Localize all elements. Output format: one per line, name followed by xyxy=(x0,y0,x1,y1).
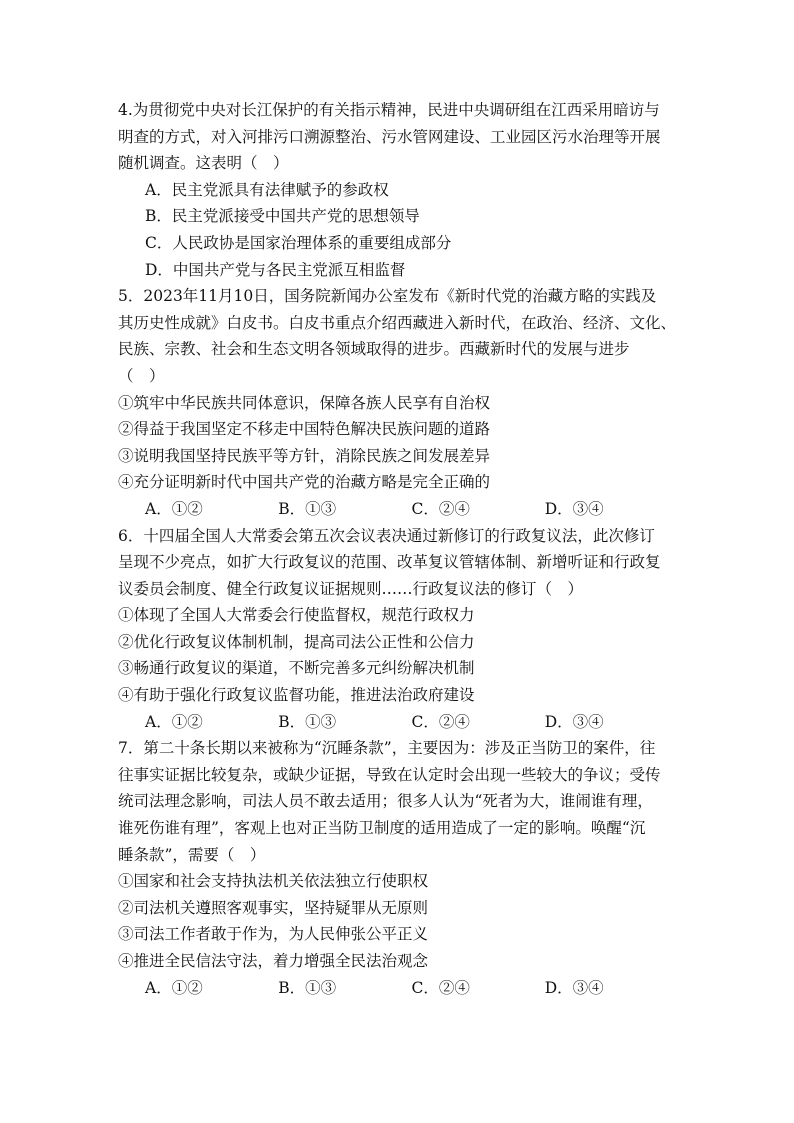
option-a: A．①② xyxy=(145,978,203,997)
option-a: A．①② xyxy=(145,712,203,731)
question-stem-line: 谁死伤谁有理”，客观上也对正当防卫制度的适用造成了一定的影响。唤醒“沉 xyxy=(118,819,646,838)
question-stem-line: 明查的方式，对入河排污口溯源整治、污水管网建设、工业园区污水治理等开展 xyxy=(118,127,661,146)
option-a: A．①② xyxy=(145,499,203,518)
option-row xyxy=(145,975,678,1002)
option-row xyxy=(145,709,678,736)
option-b: B．①③ xyxy=(278,712,337,731)
question-stem-line: 6．十四届全国人大常委会第五次会议表决通过新修订的行政复议法，此次修订 xyxy=(118,526,655,545)
question-stem-line: 4.为贯彻党中央对长江保护的有关指示精神，民进中央调研组在江西采用暗访与 xyxy=(118,101,660,119)
question-5 xyxy=(118,283,678,522)
question-stem-line: 往事实证据比较复杂，或缺少证据，导致在认定时会出现一些较大的争议；受传 xyxy=(118,765,661,784)
statement-4: ④推进全民信法守法，着力增强全民法治观念 xyxy=(118,952,429,970)
statement-4: ④充分证明新时代中国共产党的治藏方略是完全正确的 xyxy=(118,473,491,492)
question-stem-line: 民族、宗教、社会和生态文明各领域取得的进步。西藏新时代的发展与进步 xyxy=(118,340,630,359)
option-row xyxy=(145,496,678,523)
option-c: C．②④ xyxy=(411,499,470,518)
statement-1: ①体现了全国人大常委会行使监督权，规范行政权力 xyxy=(118,606,475,625)
question-stem-line: （ ） xyxy=(118,366,165,385)
option-d: D．③④ xyxy=(544,978,604,997)
statement-2: ②得益于我国坚定不移走中国特色解决民族问题的道路 xyxy=(118,420,491,439)
question-4 xyxy=(118,97,678,283)
option-d: D．中国共产党与各民主党派互相监督 xyxy=(145,260,406,279)
option-b: B．①③ xyxy=(278,978,337,997)
question-7 xyxy=(118,735,678,1001)
option-d: D．③④ xyxy=(544,712,604,731)
statement-2: ②司法机关遵照客观事实，坚持疑罪从无原则 xyxy=(118,898,429,917)
question-stem-line: 统司法理念影响，司法人员不敢去适用；很多人认为“死者为大，谁闹谁有理， xyxy=(118,792,653,811)
question-stem-line: 7．第二十条长期以来被称为“沉睡条款”，主要因为：涉及正当防卫的案件，往 xyxy=(118,739,656,758)
question-stem-line: 5．2023年11月10日，国务院新闻办公室发布《新时代党的治藏方略的实践及 xyxy=(118,287,657,306)
statement-1: ①筑牢中华民族共同体意识，保障各族人民享有自治权 xyxy=(118,393,491,412)
question-stem-line: 呈现不少亮点，如扩大行政复议的范围、改革复议管辖体制、新增听证和行政复 xyxy=(118,553,661,572)
option-a: A．民主党派具有法律赋予的参政权 xyxy=(145,180,389,199)
question-6 xyxy=(118,523,678,736)
option-c: C．②④ xyxy=(411,978,470,997)
option-c: C．②④ xyxy=(411,712,470,731)
statement-4: ④有助于强化行政复议监督功能，推进法治政府建设 xyxy=(118,686,475,705)
statement-3: ③畅通行政复议的渠道，不断完善多元纠纷解决机制 xyxy=(118,659,475,678)
option-c: C．人民政协是国家治理体系的重要组成部分 xyxy=(145,233,452,252)
statement-2: ②优化行政复议体制机制，提高司法公正性和公信力 xyxy=(118,632,475,651)
option-b: B．民主党派接受中国共产党的思想领导 xyxy=(145,207,420,226)
statement-1: ①国家和社会支持执法机关依法独立行使职权 xyxy=(118,872,429,891)
option-b: B．①③ xyxy=(278,499,337,518)
question-stem-line: 睡条款”，需要（ ） xyxy=(118,845,266,864)
question-stem-line: 议委员会制度、健全行政复议证据规则……行政复议法的修订（ ） xyxy=(118,579,584,598)
statement-3: ③司法工作者敢于作为，为人民伸张公平正义 xyxy=(118,925,429,944)
statement-3: ③说明我国坚持民族平等方针，消除民族之间发展差异 xyxy=(118,446,491,465)
question-list xyxy=(118,97,678,1001)
question-stem-line: 随机调查。这表明（ ） xyxy=(118,154,289,173)
question-stem-line: 其历史性成就》白皮书。白皮书重点介绍西藏进入新时代，在政治、经济、文化、 xyxy=(118,313,677,332)
option-d: D．③④ xyxy=(544,499,604,518)
